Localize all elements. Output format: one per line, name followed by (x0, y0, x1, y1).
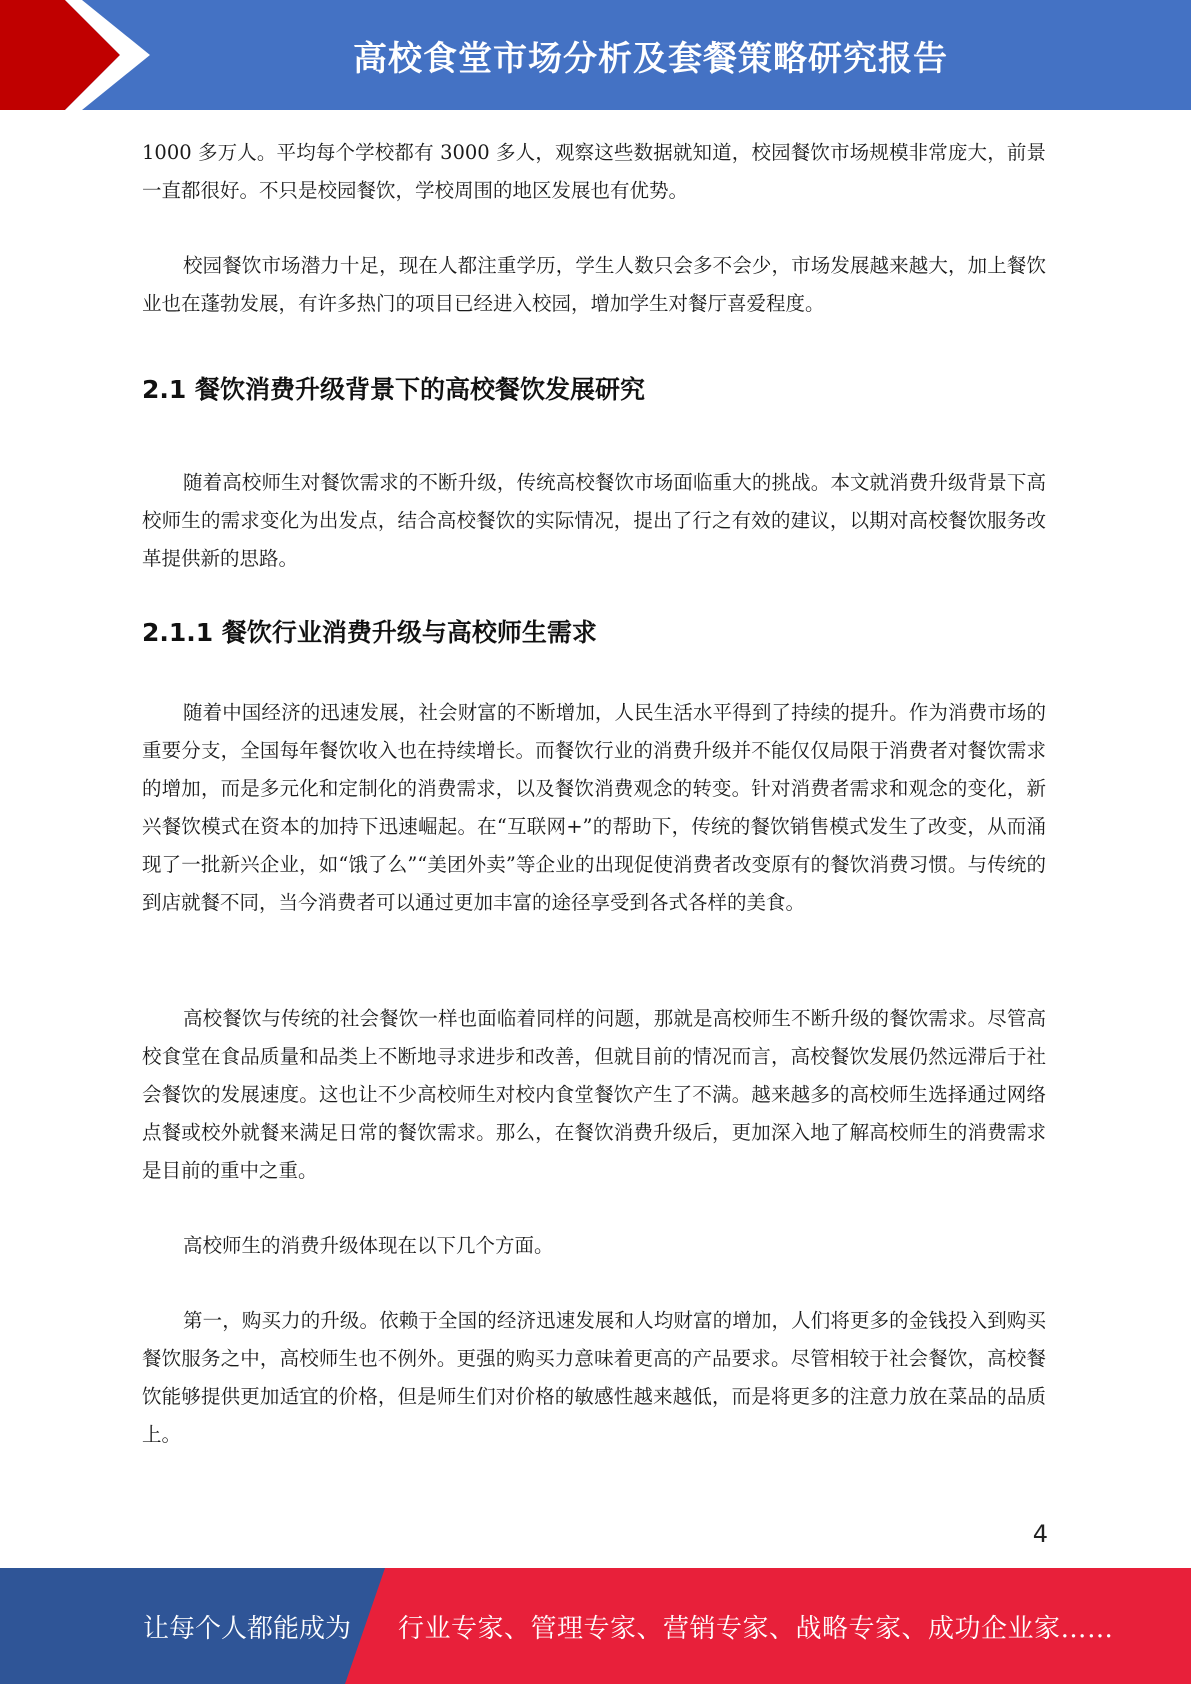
section-heading-2-1: 2.1 餐饮消费升级背景下的高校餐饮发展研究 (142, 375, 645, 404)
paragraph-5: 高校餐饮与传统的社会餐饮一样也面临着同样的问题，那就是高校师生不断升级的餐饮需求。尽管高校食堂在食品质量和品类上不断地寻求进步和改善，但就目前的情况而言，高校餐饮发展仍然远滞后于社会餐饮的发展速度。这也让不少高校师生对校内食堂餐饮产生了不满。越来越多的高校师生选择通过网络点餐或校外就餐来满足日常的餐饮需求。那么，在餐饮消费升级后，更加深入地了解高校师生的消费需求是目前的重中之重。 (142, 1007, 1046, 1182)
page-footer (0, 1568, 1191, 1684)
footer-slogan-left: 让每个人都能成为 (143, 1613, 352, 1644)
paragraph-3: 随着高校师生对餐饮需求的不断升级，传统高校餐饮市场面临重大的挑战。本文就消费升级背景下高校师生的需求变化为出发点，结合高校餐饮的实际情况，提出了行之有效的建议，以期对高校餐饮服务改革提供新的思路。 (142, 471, 1046, 570)
header-red-arrow-decoration (0, 0, 170, 110)
paragraph-6: 高校师生的消费升级体现在以下几个方面。 (183, 1234, 554, 1257)
section-heading-2-1-1: 2.1.1 餐饮行业消费升级与高校师生需求 (142, 618, 597, 647)
page-number: 4 (1032, 1520, 1048, 1548)
report-title: 高校食堂市场分析及套餐策略研究报告 (353, 38, 948, 79)
page-header (0, 0, 1191, 110)
paragraph-2: 校园餐饮市场潜力十足，现在人都注重学历，学生人数只会多不会少，市场发展越来越大，加上餐饮业也在蓬勃发展，有许多热门的项目已经进入校园，增加学生对餐厅喜爱程度。 (142, 254, 1046, 315)
paragraph-4: 随着中国经济的迅速发展，社会财富的不断增加，人民生活水平得到了持续的提升。作为消费市场的重要分支，全国每年餐饮收入也在持续增长。而餐饮行业的消费升级并不能仅仅局限于消费者对餐饮需求的增加，而是多元化和定制化的消费需求，以及餐饮消费观念的转变。针对消费者需求和观念的变化，新兴餐饮模式在资本的加持下迅速崛起。在“互联网+”的帮助下，传统的餐饮销售模式发生了改变，从而涌现了一批新兴企业，如“饿了么”“美团外卖”等企业的出现促使消费者改变原有的餐饮消费习惯。与传统的到店就餐不同，当今消费者可以通过更加丰富的途径享受到各式各样的美食。 (142, 701, 1046, 914)
paragraph-7: 第一，购买力的升级。依赖于全国的经济迅速发展和人均财富的增加，人们将更多的金钱投入到购买餐饮服务之中，高校师生也不例外。更强的购买力意味着更高的产品要求。尽管相较于社会餐饮，高校餐饮能够提供更加适宜的价格，但是师生们对价格的敏感性越来越低，而是将更多的注意力放在菜品的品质上。 (142, 1309, 1046, 1446)
footer-slogan-right: 行业专家、管理专家、营销专家、战略专家、成功企业家…… (398, 1613, 1114, 1644)
paragraph-1: 1000 多万人。平均每个学校都有 3000 多人，观察这些数据就知道，校园餐饮市场规模非常庞大，前景一直都很好。不只是校园餐饮，学校周围的地区发展也有优势。 (142, 141, 1046, 202)
